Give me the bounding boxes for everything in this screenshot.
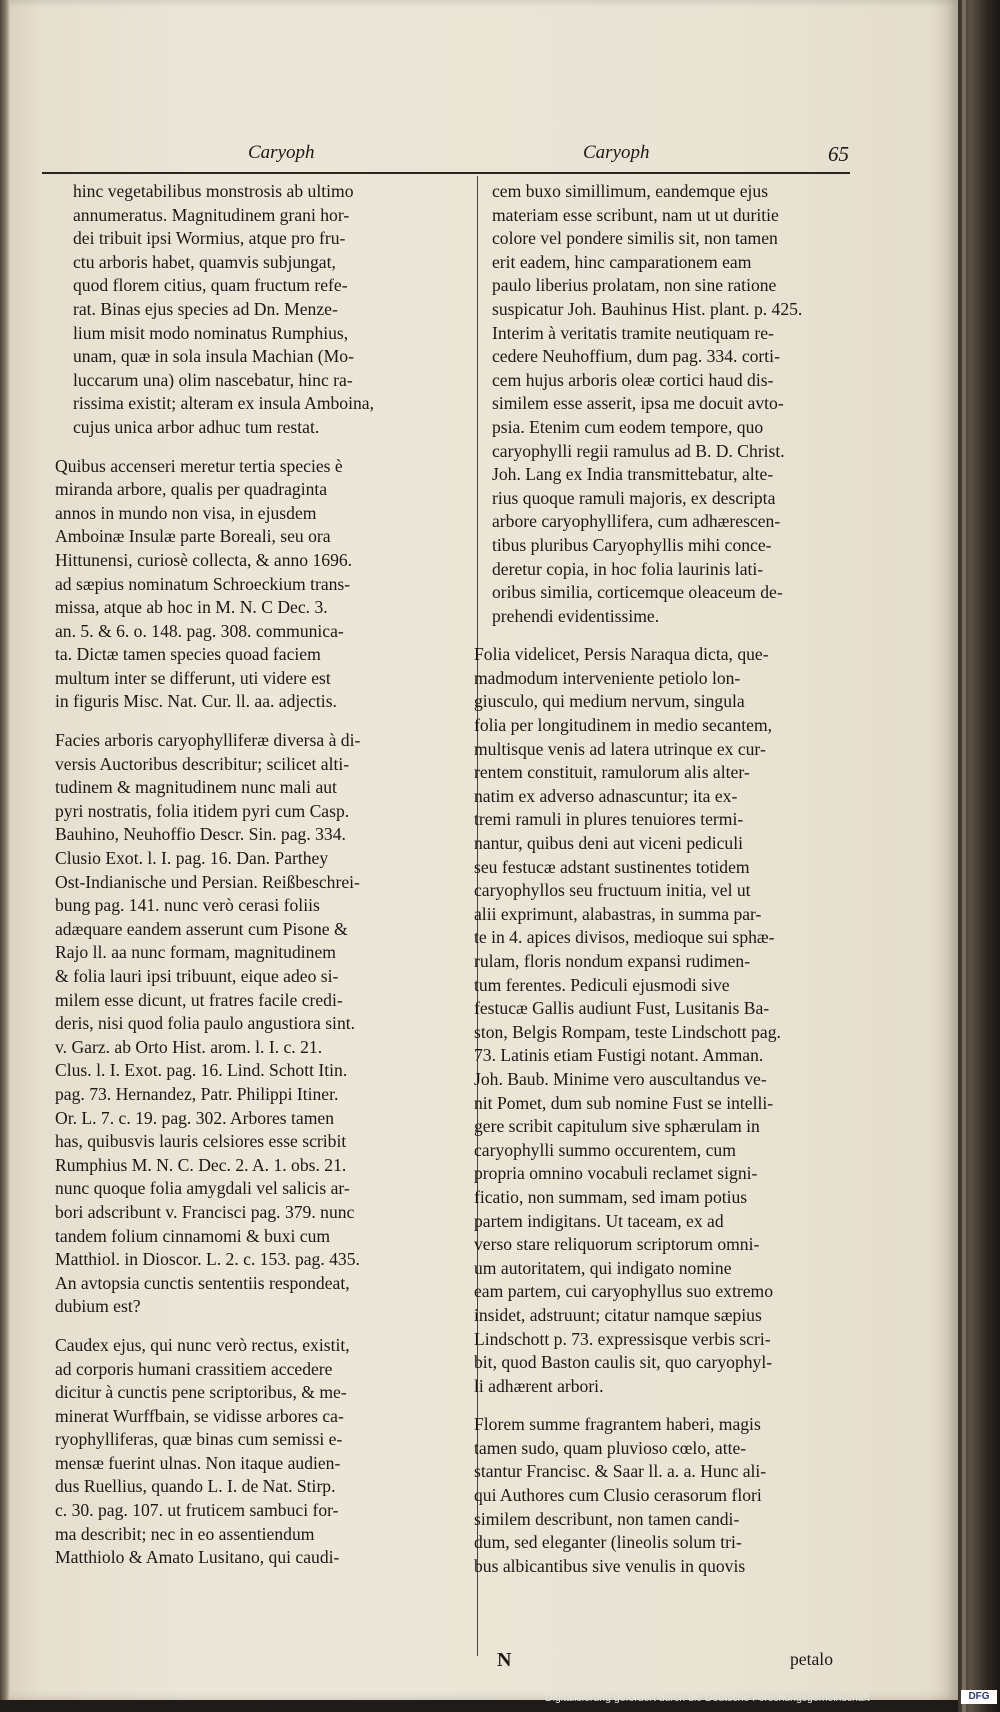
text-line: Clus. l. I. Exot. pag. 16. Lind. Schott Itin. (55, 1060, 348, 1081)
paragraph (474, 1413, 862, 1578)
page-edge-stripe (962, 0, 966, 1712)
text-line: unam, quæ in sola insula Machian (Mo- (73, 346, 354, 367)
text-line: colore vel pondere similis sit, non tamen (492, 228, 778, 249)
text-line: qui Authores cum Clusio cerasorum flori (474, 1485, 762, 1506)
text-line: v. Garz. ab Orto Hist. arom. l. I. c. 21. (55, 1036, 323, 1057)
text-line: tibus pluribus Caryophyllis mihi conce- (492, 534, 772, 555)
text-line: multisque venis ad latera utrinque ex cur- (474, 738, 766, 759)
text-line: tamen sudo, quam pluvioso cœlo, atte- (474, 1437, 747, 1458)
text-line: & folia lauri ipsi tribuunt, eique adeo si- (55, 966, 339, 986)
text-line: Joh. Baub. Minime vero auscultandus ve- (474, 1068, 767, 1089)
text-line: Caudex ejus, qui nunc verò rectus, existit, (55, 1334, 350, 1355)
text-line: ad corporis humani crassitiem accedere (55, 1358, 333, 1379)
text-line: rulam, floris nondum expansi rudimen- (474, 951, 751, 971)
text-line: bit, quod Baston caulis sit, quo caryophyl- (474, 1352, 773, 1373)
text-line: c. 30. pag. 107. ut fruticem sambuci for- (55, 1500, 339, 1521)
text-line: paulo liberius prolatam, non sine ratione (492, 275, 777, 296)
text-line: dubium est? (55, 1296, 141, 1317)
text-line: stantur Francisc. & Saar ll. a. a. Hunc ali- (474, 1461, 767, 1482)
text-line: partem indigitans. Ut taceam, ex ad (474, 1210, 724, 1231)
text-line: deris, nisi quod folia paulo angustiora sint. (55, 1013, 356, 1034)
text-line: Or. L. 7. c. 19. pag. 302. Arbores tamen (55, 1107, 334, 1128)
text-line: adæquare eandem asserunt cum Pisone & (55, 918, 348, 939)
text-line: folia per longitudinem in medio secantem, (474, 715, 773, 736)
text-line: ryophylliferas, quæ binas cum semissi e- (55, 1429, 343, 1450)
text-line: ctu arboris habet, quamvis subjungat, (73, 251, 336, 272)
text-line: caryophylli regii ramulus ad B. D. Christ. (492, 440, 785, 461)
text-line: Quibus accenseri meretur tertia species è (55, 455, 343, 476)
text-line: Rajo ll. aa nunc formam, magnitudinem (55, 942, 336, 963)
paragraph (55, 1334, 439, 1570)
text-line: oribus similia, corticemque oleaceum de- (492, 582, 783, 603)
text-line: similem describunt, non tamen candi- (474, 1508, 740, 1529)
text-line: similem esse asserit, ipsa me docuit avto- (492, 393, 784, 414)
paragraph (474, 643, 862, 1398)
text-line: li adhærent arbori. (474, 1375, 604, 1396)
text-line: dus Ruellius, quando L. I. de Nat. Stirp. (55, 1476, 336, 1497)
text-line: rat. Binas ejus species ad Dn. Menze- (73, 298, 338, 319)
running-head (0, 142, 958, 172)
text-line: madmodum interveniente petiolo lon- (474, 667, 741, 688)
text-line: milem esse dicunt, ut fratres facile credi- (55, 989, 343, 1010)
text-line: cem hujus arboris oleæ cortici haud dis- (492, 369, 774, 390)
paragraph (55, 180, 439, 440)
text-line: suspicatur Joh. Bauhinus Hist. plant. p. 425. (492, 298, 803, 319)
text-line: tremi ramuli in plures tenuiores termi- (474, 809, 744, 830)
dfg-logo: DFG (961, 1690, 997, 1704)
text-line: caryophyllos seu fructuum initia, vel ut (474, 880, 751, 901)
text-line: Lindschott p. 73. expressisque verbis scri- (474, 1328, 771, 1349)
text-line: ma describit; nec in eo assentiendum (55, 1523, 315, 1544)
text-line: te in 4. apices divisos, medioque sui sphæ- (474, 927, 775, 948)
text-line: natim ex adverso adnascuntur; ita ex- (474, 785, 738, 806)
running-title-left: Caryoph (248, 142, 315, 163)
text-line: prehendi evidentissime. (492, 605, 660, 626)
text-line: rissima existit; alteram ex insula Amboina, (73, 393, 374, 414)
text-line: minerat Wurffbain, se vidisse arbores ca- (55, 1405, 344, 1426)
binding-shadow (0, 0, 10, 1700)
text-line: tudinem & magnitudinem nunc mali aut (55, 777, 337, 798)
text-line: bori adscribunt v. Francisci pag. 379. nunc (55, 1201, 355, 1222)
text-line: caryophylli summo occurentem, cum (474, 1139, 736, 1160)
text-line: erit eadem, hinc camparationem eam (492, 251, 752, 272)
text-line: bus albicantibus sive venulis in quovis (474, 1555, 746, 1576)
page-number: 65 (828, 142, 849, 166)
text-line: dei tribuit ipsi Wormius, atque pro fru- (73, 228, 346, 249)
text-line: psia. Etenim cum eodem tempore, quo (492, 416, 764, 437)
text-line: Florem summe fragrantem haberi, magis (474, 1414, 761, 1435)
text-line: rius quoque ramuli majoris, ex descripta (492, 487, 776, 508)
text-line: annos in mundo non visa, in ejusdem (55, 502, 317, 523)
signature-mark: N (497, 1649, 512, 1671)
text-line: tum ferentes. Pediculi ejusmodi sive (474, 974, 730, 995)
text-line: deretur copia, in hoc folia laurinis lati- (492, 558, 764, 579)
text-line: Clusio Exot. l. I. pag. 16. Dan. Parthey (55, 848, 329, 869)
text-line: has, quibusvis lauris celsiores esse scribit (55, 1131, 347, 1152)
text-line: nantur, quibus deni aut viceni pediculi (474, 833, 744, 854)
header-rule (42, 172, 850, 174)
text-line: luccarum una) olim nascebatur, hinc ra- (73, 369, 353, 390)
right-column (474, 180, 862, 1593)
text-line: ad sæpius nominatum Schroeckium trans- (55, 573, 351, 594)
text-line: dum, sed eleganter (lineolis solum tri- (474, 1532, 742, 1553)
text-line: ta. Dictæ tamen species quoad faciem (55, 644, 321, 665)
catchword: petalo (790, 1649, 833, 1669)
paragraph (474, 180, 862, 628)
text-line: alii exprimunt, alabastras, in summa par- (474, 903, 762, 924)
text-line: giusculo, qui medium nervum, singula (474, 691, 745, 712)
text-line: cedere Neuhoffium, dum pag. 334. corti- (492, 346, 780, 367)
text-line: versis Auctoribus describitur; scilicet alti- (55, 753, 350, 774)
text-line: tandem folium cinnamomi & buxi cum (55, 1225, 331, 1246)
text-line: Hittunensi, curiosè collecta, & anno 1696. (55, 549, 353, 570)
text-line: Rumphius M. N. C. Dec. 2. A. 1. obs. 21. (55, 1154, 347, 1175)
digitization-credit: Digitalisierung gefördert durch die Deutsche Forschungsgemeinschaft (545, 1692, 870, 1704)
text-line: Amboinæ Insulæ parte Boreali, seu ora (55, 526, 331, 547)
text-line: ston, Belgis Rompam, teste Lindschott pag. (474, 1021, 781, 1042)
text-line: Interim à veritatis tramite neutiquam re- (492, 322, 774, 343)
text-line: arbore caryophyllifera, cum adhærescen- (492, 511, 781, 532)
paragraph (55, 729, 439, 1319)
text-line: An avtopsia cunctis sententiis respondeat, (55, 1272, 350, 1293)
text-line: pyri nostratis, folia itidem pyri cum Casp. (55, 800, 350, 821)
text-line: dicitur à cunctis pene scriptoribus, & me- (55, 1382, 347, 1403)
text-line: annumeratus. Magnitudinem grani hor- (73, 204, 350, 225)
text-line: quod florem citius, quam fructum refe- (73, 275, 348, 296)
text-line: missa, atque ab hoc in M. N. C Dec. 3. (55, 597, 328, 618)
text-line: Facies arboris caryophylliferæ diversa à di- (55, 730, 361, 751)
text-line: lium misit modo nominatus Rumphius, (73, 322, 349, 343)
text-line: materiam esse scribunt, nam ut ut duritie (492, 204, 779, 225)
text-line: Folia videlicet, Persis Naraqua dicta, que- (474, 644, 769, 665)
text-line: multum inter se differunt, uti videre est (55, 667, 331, 688)
text-line: um autoritatem, qui indigato nomine (474, 1257, 732, 1278)
text-line: verso stare reliquorum scriptorum omni- (474, 1234, 760, 1255)
text-line: hinc vegetabilibus monstrosis ab ultimo (73, 181, 354, 201)
text-line: eam partem, cui caryophyllus suo extremo (474, 1281, 773, 1302)
text-line: 73. Latinis etiam Fustigi notant. Amman. (474, 1045, 764, 1066)
text-line: nit Pomet, dum sub nomine Fust se intelli- (474, 1092, 774, 1113)
left-column (55, 180, 439, 1585)
text-line: pag. 73. Hernandez, Patr. Philippi Itiner. (55, 1083, 339, 1104)
text-line: cem buxo simillimum, eandemque ejus (492, 181, 769, 201)
text-line: mensæ fuerint ulnas. Non itaque audien- (55, 1452, 341, 1473)
text-line: cujus unica arbor adhuc tum restat. (73, 416, 320, 437)
text-line: gere scribit capitulum sive sphærulam in (474, 1116, 760, 1137)
text-line: an. 5. & 6. o. 148. pag. 308. communica- (55, 620, 344, 641)
paragraph (55, 455, 439, 715)
text-line: propria omnino vocabuli reclamet signi- (474, 1163, 758, 1184)
text-line: insidet, adstruunt; citatur namque sæpius (474, 1304, 762, 1325)
text-line: Bauhino, Neuhoffio Descr. Sin. pag. 334. (55, 824, 346, 845)
running-title-right: Caryoph (583, 142, 650, 163)
text-line: Ost-Indianische und Persian. Reißbeschrei- (55, 871, 360, 892)
text-line: seu festucæ adstant sustinentes totidem (474, 856, 750, 877)
text-line: miranda arbore, qualis per quadraginta (55, 479, 328, 500)
text-line: ficatio, non summam, sed imam potius (474, 1186, 748, 1207)
text-line: Matthiol. in Dioscor. L. 2. c. 153. pag. 435. (55, 1249, 360, 1270)
text-line: Joh. Lang ex India transmittebatur, alte- (492, 464, 774, 485)
text-line: in figuris Misc. Nat. Cur. ll. aa. adjectis. (55, 691, 337, 712)
text-line: festucæ Gallis audiunt Fust, Lusitanis Ba- (474, 998, 770, 1019)
text-line: Matthiolo & Amato Lusitano, qui caudi- (55, 1547, 340, 1568)
text-line: bung pag. 141. nunc verò cerasi foliis (55, 895, 320, 916)
text-line: nunc quoque folia amygdali vel salicis ar- (55, 1178, 350, 1199)
text-line: rentem constituit, ramulorum alis alter- (474, 762, 750, 783)
